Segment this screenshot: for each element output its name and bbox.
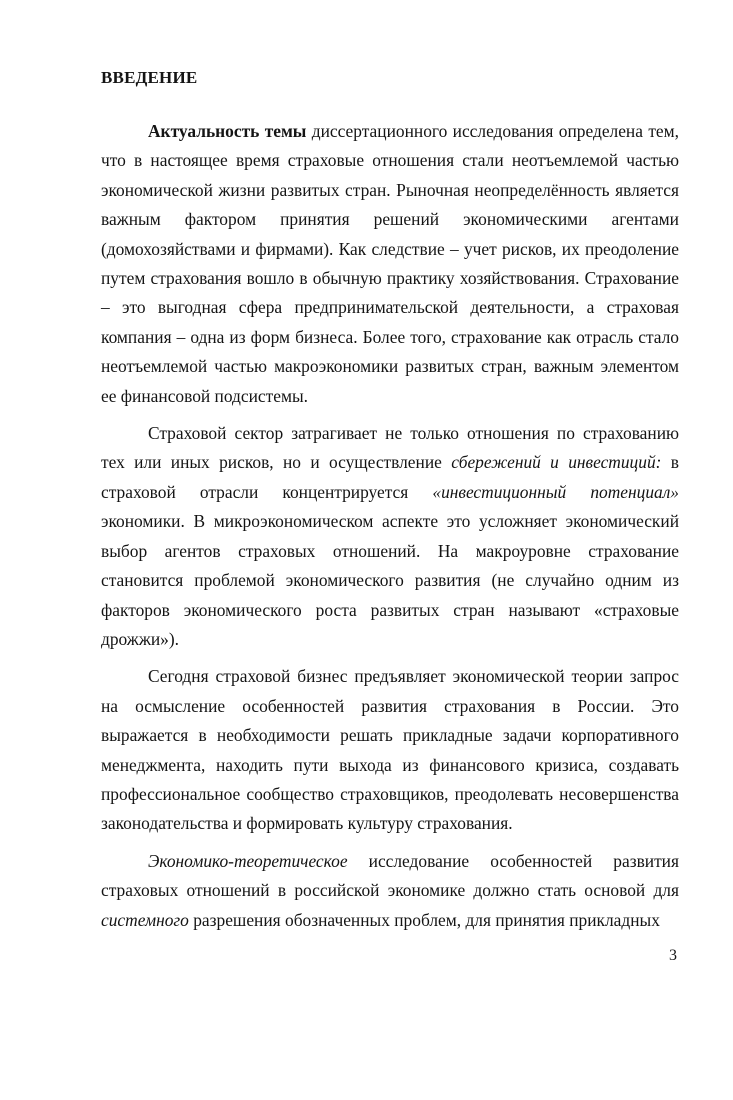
paragraph-2	[101, 419, 679, 654]
italic-term: «инвестиционный потенциал»	[432, 481, 679, 502]
document-body	[101, 117, 679, 935]
bold-term: Актуальность темы	[148, 121, 307, 141]
italic-term: системного	[101, 909, 189, 930]
text-run: исследование особенностей развития страховых отношений в российской экономике должно стать основой для	[101, 850, 679, 901]
paragraph-1	[101, 117, 679, 411]
paragraph-3	[101, 662, 679, 838]
text-run: Сегодня страховой бизнес предъявляет экономической теории запрос на осмысление особенностей развития страхования в России. Это выражается в необходимости решать прикладные задачи корпоративного менеджмента, находить пути выхода из финансового кризиса, создавать профессиональное сообщество страховщиков, преодолевать несовершенства законодательства и формировать культуру страхования.	[101, 666, 679, 834]
text-run: экономики. В микроэкономическом аспекте это усложняет экономический выбор агентов страховых отношений. На макроуровне страхование становится проблемой экономического развития (не случайно одним из факторов экономического роста развитых стран называют «страховые дрожжи»).	[101, 511, 679, 649]
text-run: разрешения обозначенных проблем, для принятия прикладных	[188, 909, 660, 930]
paragraph-4	[101, 847, 679, 935]
section-title: ВВЕДЕНИЕ	[101, 68, 198, 87]
text-run: Страховой сектор затрагивает не только отношения по страхованию тех или иных рисков, но и осуществление	[101, 423, 679, 473]
italic-term: Экономико-теоретическое	[148, 850, 348, 871]
text-run: в страховой отрасли концентрируется	[101, 452, 679, 502]
page-number: 3	[669, 947, 677, 964]
text-run: диссертационного исследования определена тем, что в настоящее время страховые отношения стали неотъемлемой частью экономической жизни развитых стран. Рыночная неопределённость является важным фактором принятия решений экономическими агентами (домохозяйствами и фирмами). Как следствие – учет рисков, их преодоление путем страхования вошло в обычную практику хозяйствования. Страхование – это выгодная сфера предпринимательской деятельности, а страховая компания – одна из форм бизнеса. Более того, страхование как отрасль стало неотъемлемой частью макроэкономики развитых стран, важным элементом ее финансовой подсистемы.	[101, 121, 679, 406]
italic-term: сбережений и инвестиций:	[451, 452, 662, 473]
